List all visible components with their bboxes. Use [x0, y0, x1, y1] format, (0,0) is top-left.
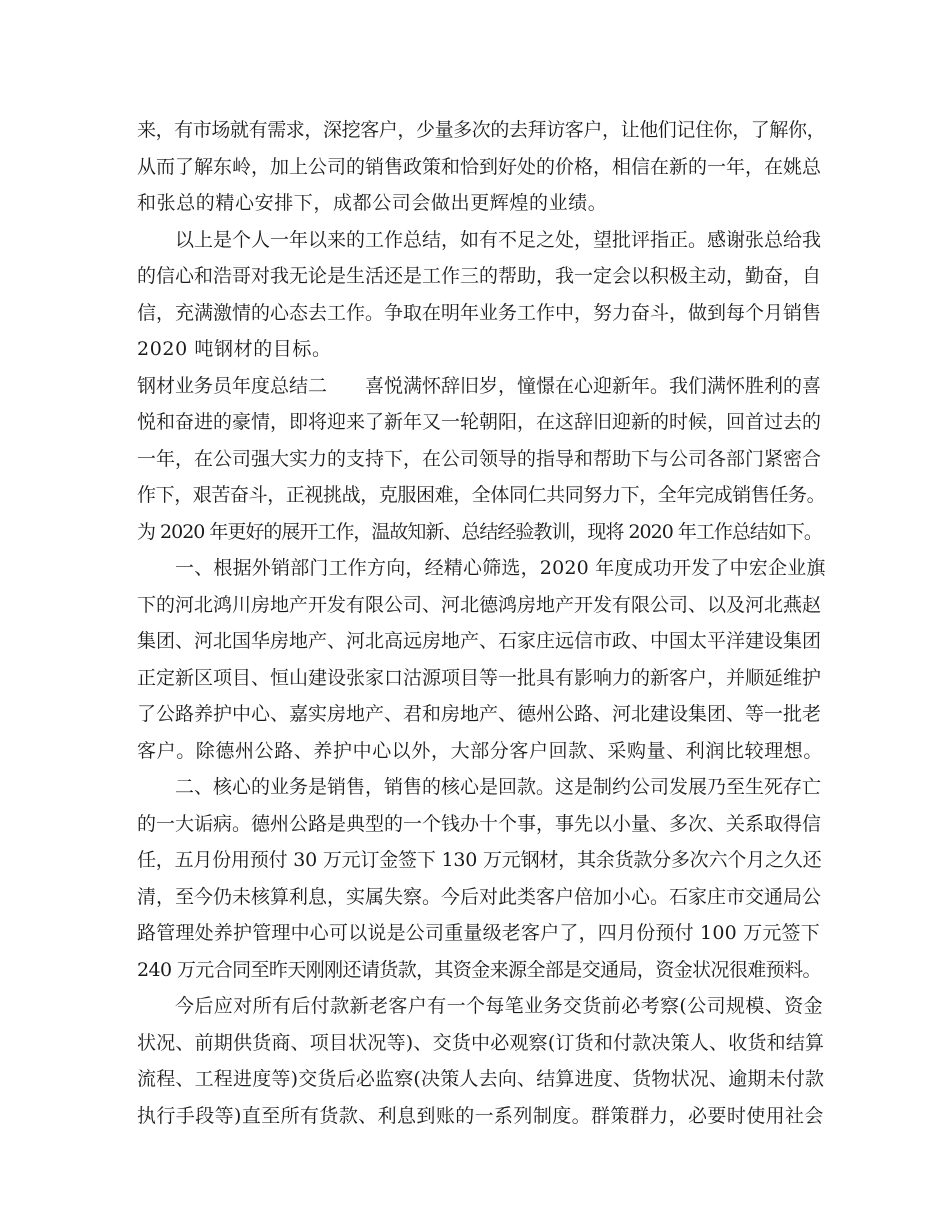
text-line: 清，至今仍未核算利息，实属失察。今后对此类客户倍加小心。石家庄市交通局公: [137, 885, 822, 908]
text-line: 钢材业务员年度总结二 喜悦满怀辞旧岁，憧憬在心迎新年。我们满怀胜利的喜: [137, 374, 822, 397]
text-line: 的信心和浩哥对我无论是生活还是工作三的帮助，我一定会以积极主动，勤奋，自: [137, 265, 822, 287]
text-line: 悦和奋进的豪情，即将迎来了新年又一轮朝阳，在这辞旧迎新的时候，回首过去的: [137, 411, 822, 433]
text-line: 状况、前期供货商、项目状况等)、交货中必观察(订货和付款决策人、收货和结算: [137, 1031, 825, 1054]
text-line: 流程、工程进度等)交货后必监察(决策人去向、结算进度、货物状况、逾期未付款: [137, 1068, 825, 1090]
text-line: 了公路养护中心、嘉实房地产、君和房地产、德州公路、河北建设集团、等一批老: [137, 703, 822, 725]
text-line: 作下，艰苦奋斗，正视挑战，克服困难，全体同仁共同努力下，全年完成销售任务。: [137, 484, 826, 506]
document-body: [137, 112, 827, 1134]
text-line: 2020 吨钢材的目标。: [137, 338, 332, 360]
text-line: 以上是个人一年以来的工作总结，如有不足之处，望批评指正。感谢张总给我: [175, 228, 822, 251]
text-line: 一、根据外销部门工作方向，经精心筛选，2020 年度成功开发了中宏企业旗: [175, 557, 826, 579]
text-line: 为 2020 年更好的展开工作，温故知新、总结经验教训，现将 2020 年工作总结如下。: [137, 520, 822, 543]
text-line: 二、核心的业务是销售，销售的核心是回款。这是制约公司发展乃至生死存亡: [175, 776, 822, 798]
text-line: 一年，在公司强大实力的支持下，在公司领导的指导和帮助下与公司各部门紧密合: [137, 447, 822, 470]
text-line: 来，有市场就有需求，深挖客户，少量多次的去拜访客户，让他们记住你，了解你，: [137, 119, 826, 141]
text-line: 和张总的精心安排下，成都公司会做出更辉煌的业绩。: [137, 192, 608, 214]
text-line: 信，充满激情的心态去工作。争取在明年业务工作中，努力奋斗，做到每个月销售: [137, 301, 822, 324]
text-line: 的一大诟病。德州公路是典型的一个钱办十个事，事先以小量、多次、关系取得信: [137, 812, 822, 835]
text-line: 集团、河北国华房地产、河北高远房地产、石家庄远信市政、中国太平洋建设集团: [137, 630, 822, 652]
text-line: 任，五月份用预付 30 万元订金签下 130 万元钢材，其余货款分多次六个月之久还: [137, 849, 822, 871]
text-line: 今后应对所有后付款新老客户有一个每笔业务交货前必考察(公司规模、资金: [175, 995, 824, 1017]
text-line: 路管理处养护管理中心可以说是公司重量级老客户了，四月份预付 100 万元签下: [137, 922, 820, 944]
text-line: 执行手段等)直至所有货款、利息到账的一系列制度。群策群力，必要时使用社会: [137, 1104, 824, 1127]
text-line: 客户。除德州公路、养护中心以外，大部分客户回款、采购量、利润比较理想。: [137, 739, 824, 762]
text-line: 下的河北鸿川房地产开发有限公司、河北德鸿房地产开发有限公司、以及河北燕赵: [137, 593, 822, 616]
text-line: 240 万元合同至昨天刚刚还请货款，其资金来源全部是交通局，资金状况很难预料。: [137, 958, 821, 981]
text-line: 正定新区项目、恒山建设张家口沽源项目等一批具有影响力的新客户，并顺延维护: [137, 666, 822, 689]
text-line: 从而了解东岭，加上公司的销售政策和恰到好处的价格，相信在新的一年，在姚总: [137, 155, 822, 178]
